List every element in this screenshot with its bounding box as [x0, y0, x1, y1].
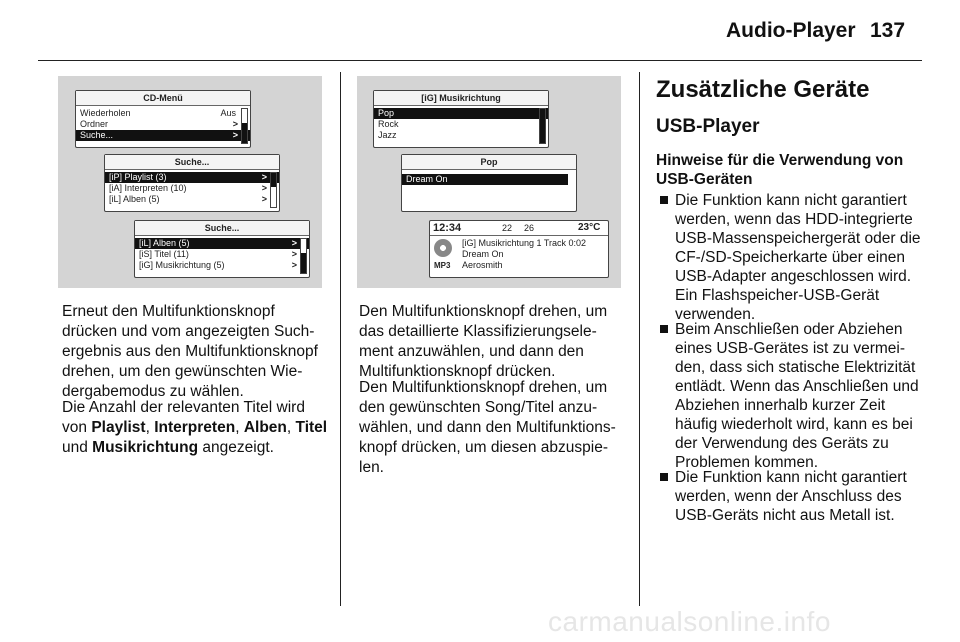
col2-paragraph-2: Den Multifunktionsknopf drehen, um den gewünschten Song/Titel anzu-wählen, und dann den Multifunktions-knopf drücken, um diesen abzuspie-len.	[359, 379, 616, 476]
bullet-marker	[660, 473, 668, 481]
genre-item-pop: Pop	[374, 108, 548, 119]
bullet-marker	[660, 325, 668, 333]
now-playing-artist: Aerosmith	[462, 260, 503, 270]
cd-menu-item-search: Suche... >	[76, 130, 250, 141]
pop-item-dream-on: Dream On	[402, 174, 568, 185]
genre-screen	[373, 90, 549, 148]
pop-screen	[401, 154, 577, 212]
notes-heading: Hinweise für die Verwendung von USB-Geräten	[656, 152, 904, 188]
bullet-marker	[660, 196, 668, 204]
status-time: 12:34	[433, 222, 462, 234]
search-screen-1	[104, 154, 280, 212]
genre-item-jazz: Jazz	[378, 130, 397, 140]
status-temp-b: 26	[524, 223, 535, 233]
figure-genre-playback	[357, 76, 621, 288]
col1-paragraph-1: Erneut den Multifunktionsknopf drücken und vom angezeigten Such-ergebnis aus den Multifunktionsknopf drehen, um den gewünschten Wie-dergabemodus zu wählen.	[62, 303, 318, 400]
search-1-item-playlist: [iP] Playlist (3) >	[105, 172, 279, 183]
cd-menu-item-folder: Ordner >	[80, 119, 238, 129]
cd-menu-screen	[75, 90, 251, 148]
search-2-item-musikrichtung: [iG] Musikrichtung (5) >	[139, 260, 297, 270]
search-2-title: Suche...	[135, 221, 309, 236]
cd-icon	[434, 239, 452, 257]
search-1-item-alben: [iL] Alben (5) >	[109, 194, 267, 204]
now-playing-song: Dream On	[462, 249, 504, 259]
cd-menu-title: CD-Menü	[76, 91, 250, 106]
pop-title: Pop	[402, 155, 576, 170]
search-1-scrollbar	[270, 172, 277, 208]
page-header-title: Audio-Player	[726, 19, 856, 42]
genre-item-rock: Rock	[378, 119, 399, 129]
status-temp-a: 22	[502, 223, 513, 233]
status-temp-right: 23°C	[578, 222, 601, 233]
col2-paragraph-1: Den Multifunktionsknopf drehen, um das detaillierte Klassifizierungsele-ment anzuwählen, und dann den Multifunktionsknopf drücken.	[359, 303, 608, 380]
page-number: 137	[870, 19, 906, 42]
search-2-scrollbar	[300, 238, 307, 274]
subsection-heading: USB-Player	[656, 116, 760, 137]
cd-menu-scrollbar	[241, 108, 248, 144]
search-2-item-titel: [iS] Titel (11) >	[139, 249, 297, 259]
search-1-title: Suche...	[105, 155, 279, 170]
header-divider	[38, 60, 922, 61]
genre-scrollbar	[539, 108, 546, 144]
section-heading: Zusätzliche Geräte	[656, 76, 870, 103]
now-playing-line1: [iG] Musikrichtung 1 Track 0:02	[462, 238, 587, 248]
now-playing-screen	[429, 220, 609, 278]
column-divider-right	[639, 72, 640, 606]
search-screen-2	[134, 220, 310, 278]
watermark: carmanualsonline.info	[548, 606, 831, 637]
col1-paragraph-2: Die Anzahl der relevanten Titel wird von Playlist, Interpreten, Alben, Titel und Musikrichtung angezeigt.	[62, 399, 328, 456]
cd-menu-item-repeat: Wiederholen Aus	[80, 108, 236, 118]
format-label: MP3	[434, 261, 451, 270]
column-divider-left	[340, 72, 341, 606]
genre-title: [iG] Musikrichtung	[374, 91, 548, 106]
search-1-item-interpreten: [iA] Interpreten (10) >	[109, 183, 267, 193]
search-2-item-alben: [iL] Alben (5) >	[135, 238, 309, 249]
figure-cd-menu-search	[58, 76, 322, 288]
